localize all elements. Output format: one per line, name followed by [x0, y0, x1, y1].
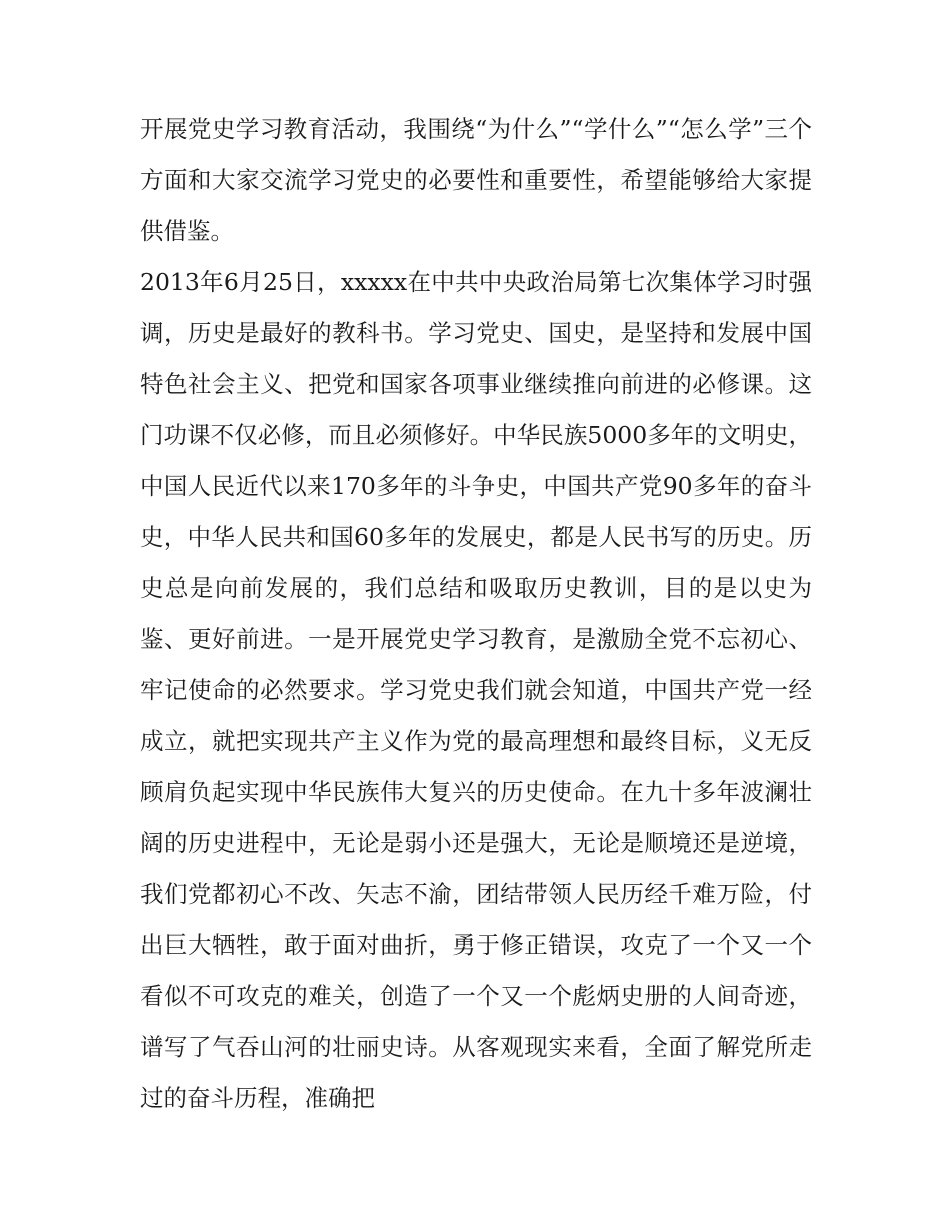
paragraph-main: 2013年6月25日，xxxxx在中共中央政治局第七次集体学习时强调，历史是最好的教科书。学习党史、国史，是坚持和发展中国特色社会主义、把党和国家各项事业继续推向前进的必修课。这门功课不仅必修，而且必须修好。中华民族5000多年的文明史，中国人民近代以来170多年的斗争史，中国共产党90多年的奋斗史，中华人民共和国60多年的发展史，都是人民书写的历史。历史总是向前发展的，我们总结和吸取历史教训，目的是以史为鉴、更好前进。一是开展党史学习教育，是激励全党不忘初心、牢记使命的必然要求。学习党史我们就会知道，中国共产党一经成立，就把实现共产主义作为党的最高理想和最终目标，义无反顾肩负起实现中华民族伟大复兴的历史使命。在九十多年波澜壮阔的历史进程中，无论是弱小还是强大，无论是顺境还是逆境，我们党都初心不改、矢志不渝，团结带领人民历经千难万险，付出巨大牺牲，敢于面对曲折，勇于修正错误，攻克了一个又一个看似不可攻克的难关，创造了一个又一个彪炳史册的人间奇迹，谱写了气吞山河的壮丽史诗。从客观现实来看，全面了解党所走过的奋斗历程，准确把	[140, 268, 812, 1112]
document-body	[140, 104, 812, 1124]
paragraph-intro: 开展党史学习教育活动，我围绕“为什么”“学什么”“怎么学”三个方面和大家交流学习党史的必要性和重要性，希望能够给大家提供借鉴。	[140, 115, 812, 245]
